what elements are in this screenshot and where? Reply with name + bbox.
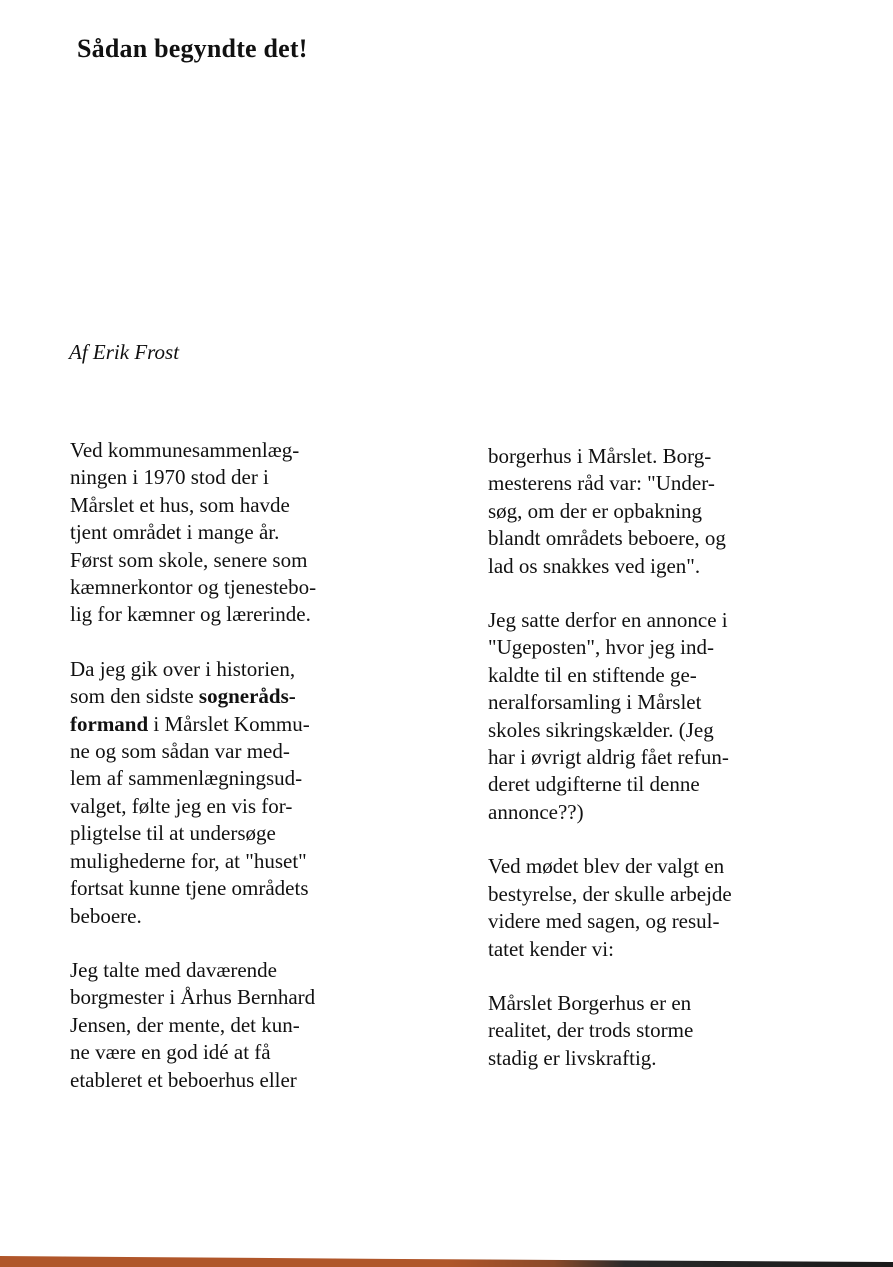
text-line [70, 683, 415, 710]
text-line: lad os snakkes ved igen". [488, 553, 701, 578]
text-line: lem af sammenlægningsud- [70, 766, 303, 791]
text-line: kæmnerkontor og tjenestebo- [70, 575, 317, 600]
text-line [70, 711, 415, 738]
right-column [488, 443, 833, 1099]
paragraph-2 [70, 656, 415, 930]
text-line: borgerhus i Mårslet. Borg- [488, 444, 712, 468]
text-line: beboere. [70, 903, 142, 928]
text-line: ningen i 1970 stod der i [70, 465, 269, 490]
text-line: "Ugeposten", hvor jeg ind- [488, 635, 714, 660]
text-line: tatet kender vi: [488, 936, 614, 961]
text-line: har i øvrigt aldrig fået refun- [488, 745, 729, 770]
text-line: valget, følte jeg en vis for- [70, 793, 293, 818]
paragraph-5 [488, 607, 833, 826]
bold-term: sogneråds- [198, 684, 296, 709]
article-title: Sådan begyndte det! [77, 34, 308, 63]
text-line: bestyrelse, der skulle arbejde [488, 881, 732, 906]
paragraph-4 [488, 443, 833, 580]
text-segment: i Mårslet Kommu- [148, 711, 310, 736]
text-line: mulighederne for, at "huset" [70, 848, 307, 873]
text-line: Jeg satte derfor en annonce i [488, 608, 728, 633]
paragraph-7 [488, 990, 833, 1072]
text-line: Da jeg gik over i historien, [70, 656, 296, 681]
text-line: skoles sikringskælder. (Jeg [488, 717, 714, 742]
paragraph-3 [70, 957, 415, 1094]
text-line: ne og som sådan var med- [70, 739, 290, 764]
text-line: ne være en god idé at få [70, 1040, 271, 1065]
bold-term: formand [70, 711, 149, 736]
text-line: stadig er livskraftig. [488, 1045, 657, 1070]
text-line: Ved mødet blev der valgt en [488, 854, 725, 879]
text-line: annonce??) [488, 799, 584, 824]
text-line: pligtelse til at undersøge [70, 821, 276, 846]
text-line: søg, om der er opbakning [488, 498, 703, 523]
text-line: Mårslet Borgerhus er en [488, 990, 692, 1015]
text-line: Jensen, der mente, det kun- [70, 1012, 300, 1037]
text-line: kaldte til en stiftende ge- [488, 662, 697, 687]
text-line: Mårslet et hus, som havde [70, 492, 290, 517]
text-line: mesterens råd var: "Under- [488, 471, 715, 496]
text-line: blandt områdets beboere, og [488, 526, 726, 551]
text-line: Ved kommunesammenlæg- [70, 438, 300, 462]
text-line: realitet, der trods storme [488, 1018, 694, 1043]
page-edge-bar [0, 1256, 893, 1267]
text-line: videre med sagen, og resul- [488, 909, 720, 934]
text-segment: som den sidste [70, 684, 199, 709]
left-column [70, 437, 415, 1121]
text-line: fortsat kunne tjene områdets [70, 876, 309, 901]
paragraph-6 [488, 853, 833, 963]
text-line: borgmester i Århus Bernhard [70, 985, 316, 1010]
text-line: Først som skole, senere som [70, 547, 308, 572]
text-line: deret udgifterne til denne [488, 772, 700, 797]
text-line: neralforsamling i Mårslet [488, 690, 702, 715]
paragraph-1 [70, 437, 415, 629]
text-line: tjent området i mange år. [70, 520, 280, 545]
text-line: etableret et beboerhus eller [70, 1067, 297, 1092]
text-line: Jeg talte med daværende [70, 957, 278, 982]
author-byline: Af Erik Frost [69, 340, 180, 364]
text-line: lig for kæmner og lærerinde. [70, 602, 311, 627]
